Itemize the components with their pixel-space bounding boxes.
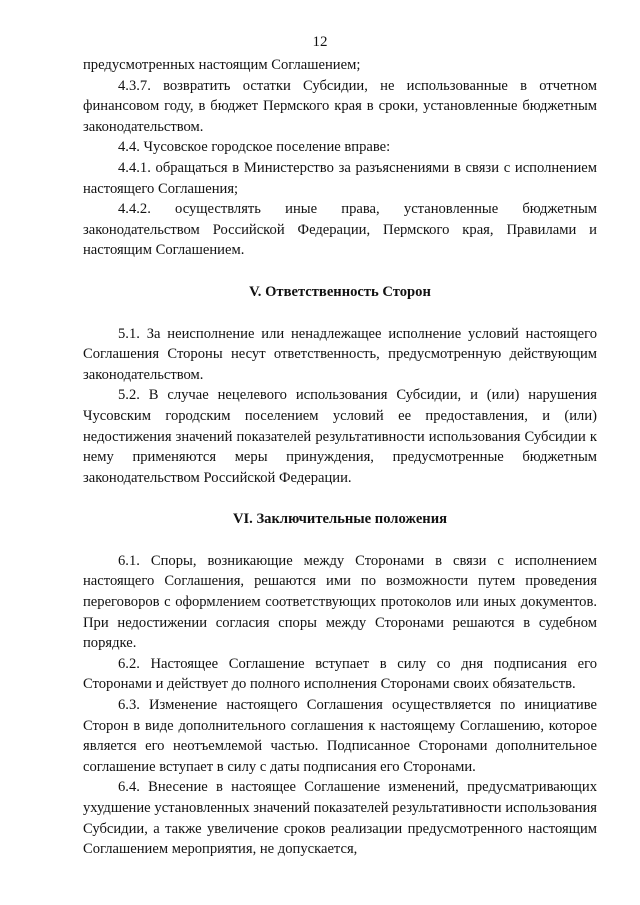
paragraph-5-2: 5.2. В случае нецелевого использования Субсидии, и (или) нарушения Чусовским городским поселением условий ее предоставления, и (или) недостижения значений показателей результативности использования Субсидии к нему применяются меры принуждения, предусмотренные бюджетным законодательством Российской Федерации.	[83, 387, 597, 486]
paragraph-4-4: 4.4. Чусовское городское поселение вправе:	[118, 139, 391, 156]
document-body	[83, 55, 597, 860]
paragraph-6-1: 6.1. Споры, возникающие между Сторонами в связи с исполнением настоящего Соглашения, решаются ими по возможности путем проведения переговоров с оформлением соответствующих протоколов или иных документов. При недостижении согласия споры между Сторонами решаются в судебном порядке.	[83, 552, 597, 652]
paragraph-4-4-2: 4.4.2. осуществлять иные права, установленные бюджетным законодательством Российской Федерации, Пермского края, Правилами и настоящим Соглашением.	[83, 201, 597, 259]
paragraph-6-2: 6.2. Настоящее Соглашение вступает в силу со дня подписания его Сторонами и действует до полного исполнения Сторонами своих обязательств.	[83, 655, 597, 693]
paragraph-continuation: предусмотренных настоящим Соглашением;	[83, 57, 361, 73]
page-number: 12	[312, 34, 328, 50]
paragraph-6-4: 6.4. Внесение в настоящее Соглашение изменений, предусматривающих ухудшение установленных значений показателей результативности использования Субсидии, а также увеличение сроков реализации предусмотренного настоящим Соглашением мероприятия, не допускается,	[83, 779, 597, 858]
paragraph-6-3: 6.3. Изменение настоящего Соглашения осуществляется по инициативе Сторон в виде дополнительного соглашения к настоящему Соглашению, которое является его неотъемлемой частью. Подписанное Сторонами дополнительное соглашение вступает в силу с даты подписания его Сторонами.	[83, 697, 597, 775]
section-heading-5: V. Ответственность Сторон	[249, 283, 431, 300]
section-heading-6: VI. Заключительные положения	[232, 511, 448, 528]
paragraph-5-1: 5.1. За неисполнение или ненадлежащее исполнение условий настоящего Соглашения Стороны несут ответственность, предусмотренную действующим законодательством.	[83, 325, 597, 383]
paragraph-4-3-7: 4.3.7. возвратить остатки Субсидии, не использованные в отчетном финансовом году, в бюджет Пермского края в сроки, установленные бюджетным законодательством.	[83, 77, 597, 135]
paragraph-4-4-1: 4.4.1. обращаться в Министерство за разъяснениями в связи с исполнением настоящего Соглашения;	[83, 159, 597, 197]
